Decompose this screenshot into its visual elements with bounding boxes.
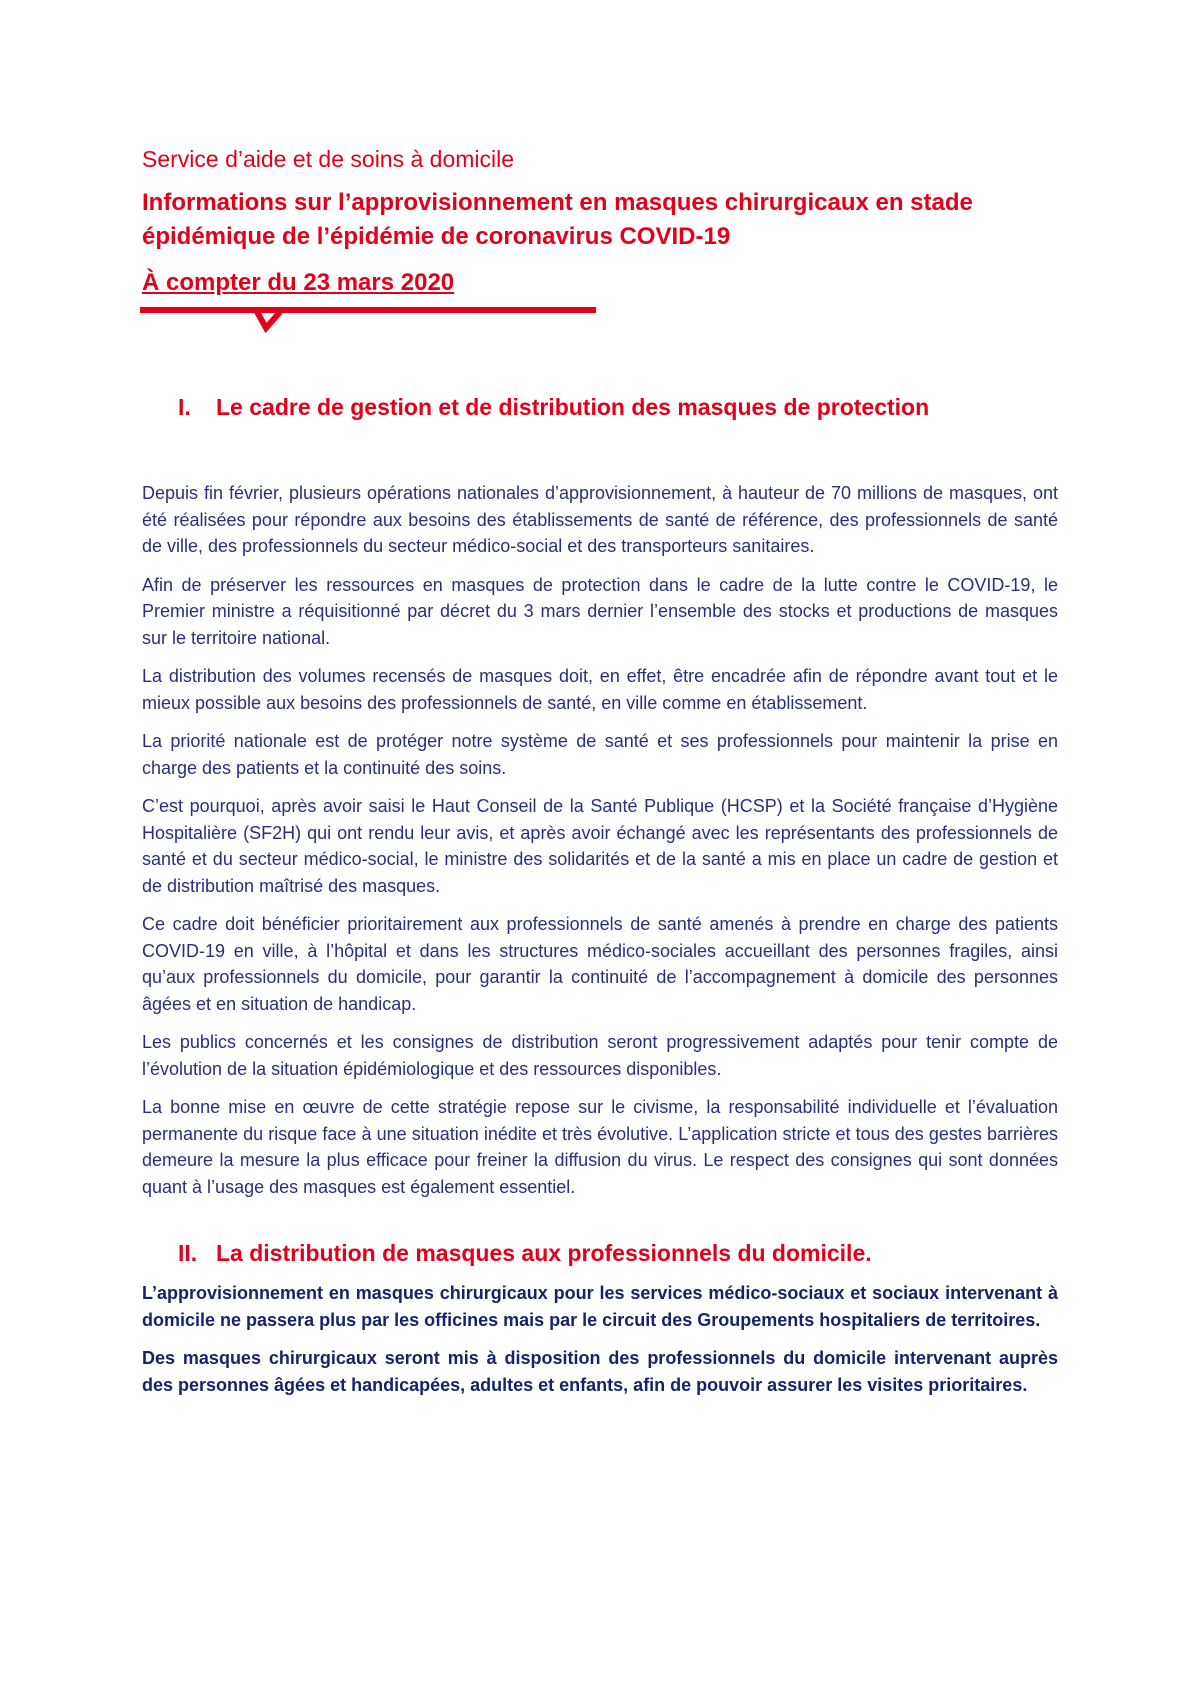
paragraph: Les publics concernés et les consignes de distribution seront progressivement adaptés pour tenir compte de l’évolution de la situation épidémiologique et des ressources disponibles. [142, 1032, 1058, 1079]
paragraph: Afin de préserver les ressources en masques de protection dans le cadre de la lutte contre le COVID-19, le Premier ministre a réquisitionné par décret du 3 mars dernier l’ensemble des stocks et productions de masques sur le territoire national. [142, 574, 1058, 648]
section-1-number: I. [178, 394, 191, 420]
section-1-body [142, 480, 1058, 1200]
paragraph: Depuis fin février, plusieurs opérations nationales d’approvisionnement, à hauteur de 70 millions de masques, ont été réalisées pour répondre aux besoins des établissements de santé de référence, des professionnels de santé de ville, des professionnels du secteur médico-social et des transporteurs sanitaires. [142, 483, 1058, 556]
paragraph: La bonne mise en œuvre de cette stratégie repose sur le civisme, la responsabilité individuelle et l’évaluation permanente du risque face à une situation inédite et très évolutive. L’application stricte et tous des gestes barrières demeure la mesure la plus efficace pour freiner la diffusion du virus. Le respect des consignes qui sont données quant à l’usage des masques est également essentiel. [142, 1097, 1058, 1197]
paragraph: Des masques chirurgicaux seront mis à disposition des professionnels du domicile intervenant auprès des personnes âgées et handicapées, adultes et enfants, afin de pouvoir assurer les visites prioritaires. [142, 1348, 1058, 1395]
section-2-heading [142, 1238, 1058, 1268]
paragraph: La distribution des volumes recensés de masques doit, en effet, être encadrée afin de répondre avant tout et le mieux possible aux besoins des professionnels de santé, en ville comme en établissement. [142, 666, 1058, 713]
section-2-title: La distribution de masques aux professionnels du domicile. [216, 1240, 872, 1266]
paragraph: La priorité nationale est de protéger notre système de santé et ses professionnels pour maintenir la prise en charge des patients et la continuité des soins. [142, 731, 1058, 778]
paragraph: Ce cadre doit bénéficier prioritairement aux professionnels de santé amenés à prendre en charge des patients COVID-19 en ville, à l’hôpital et dans les structures médico-sociales accueillant des personnes fragiles, ainsi qu’aux professionnels du domicile, pour garantir la continuité de l’accompagnement à domicile des personnes âgées et en situation de handicap. [142, 914, 1058, 1014]
section-2-body [142, 1280, 1058, 1398]
section-2-number: II. [178, 1240, 198, 1266]
section-1-title: Le cadre de gestion et de distribution des masques de protection [216, 394, 930, 420]
document-date: À compter du 23 mars 2020 [142, 269, 455, 296]
document-title: Informations sur l’approvisionnement en masques chirurgicaux en stade épidémique de l’épidémie de coronavirus COVID-19 [142, 189, 973, 250]
section-1-heading [142, 392, 1058, 422]
speech-bubble-underline-icon [138, 306, 598, 342]
paragraph: L’approvisionnement en masques chirurgicaux pour les services médico-sociaux et sociaux intervenant à domicile ne passera plus par les officines mais par le circuit des Groupements hospitaliers de territoires. [142, 1283, 1058, 1330]
paragraph: C’est pourquoi, après avoir saisi le Haut Conseil de la Santé Publique (HCSP) et la Société française d’Hygiène Hospitalière (SF2H) qui ont rendu leur avis, et après avoir échangé avec les représentants des professionnels de santé et du secteur médico-social, le ministre des solidarités et de la santé a mis en place un cadre de gestion et de distribution maîtrisé des masques. [142, 796, 1058, 896]
document-content [142, 140, 1058, 1410]
document-subtitle: Service d’aide et de soins à domicile [142, 146, 515, 172]
